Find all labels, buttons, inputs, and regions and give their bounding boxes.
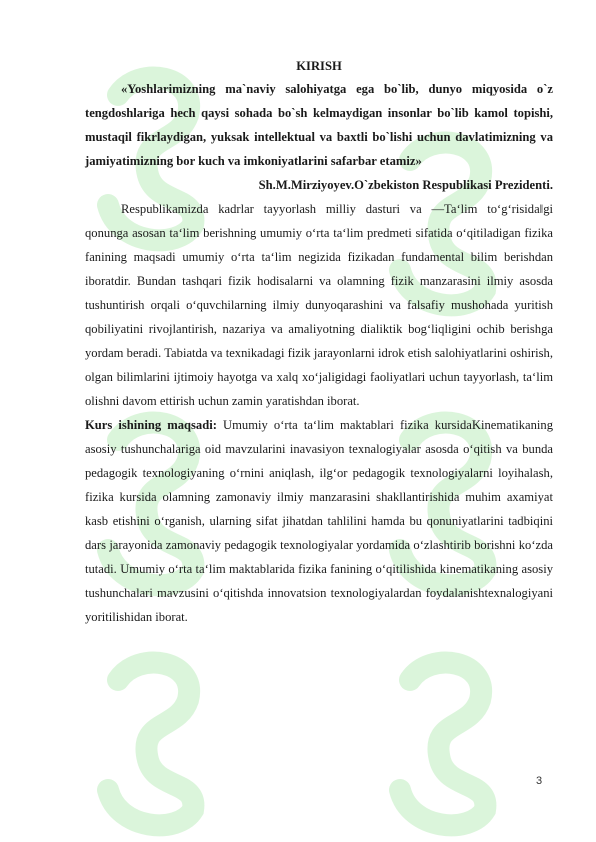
- course-goal-paragraph: [85, 413, 553, 629]
- section-heading: KIRISH: [296, 59, 342, 73]
- watermark-icon: [78, 640, 228, 840]
- course-goal-label: Kurs ishining maqsadi:: [85, 418, 217, 432]
- watermark-icon: [370, 640, 520, 840]
- document-body: [85, 55, 553, 629]
- epigraph-author: Sh.M.Mirziyoyev.O`zbekiston Respublikasi Prezidenti.: [258, 178, 553, 192]
- epigraph-quote: «Yoshlarimizning ma`naviy salohiyatga ega bo`lib, dunyo miqyosida o`z tengdoshlariga hech qaysi sohada bo`sh kelmaydigan insonlar bo`lib kamol topishi, mustaqil fikrlaydigan, yuksak intellektual va baxtli bo`lishi uchun davlatimizning va jamiyatimizning bor kuch va imkoniyatlarini safarbar etamiz»: [85, 82, 553, 168]
- page-number: 3: [536, 775, 543, 787]
- intro-paragraph: Respublikamizda kadrlar tayyorlash milliy dasturi va —Ta‘lim to‘g‘risida‖gi qonunga asosan ta‘lim berishning umumiy o‘rta ta‘lim predmeti sifatida o‘qitiladigan fizika fanining maqsadi umumiy o‘rta ta‘lim negizida fizikadan fundamental bilim berishdan iboratdir. Bundan tashqari fizik hodisalarni va olamning fizik manzarasini ilmiy asosda tushuntirish orqali o‘quvchilarning ilmiy dunyoqarashini va falsafiy mushohada yuritish qobiliyatini rivojlantirish, nazariya va amaliyotning dialiktik bog‘liqligini ochib berishga yordam beradi. Tabiatda va texnikadagi fizik jarayonlarni idrok etish salohiyatlarini oshirish, olgan bilimlarini ijtimoiy hayotga va xalq xo‘jaligidagi faoliyatlari uchun tayyorlash, ta‘lim olishni davom ettirish uchun zamin yaratishdan iborat.: [85, 202, 553, 408]
- course-goal-text: Umumiy o‘rta ta‘lim maktablari fizika kursidaKinematikaning asosiy tushunchalariga oid mavzularini inavasiyon texnalogiyalar asosda o‘qitish va bunda pedagogik texnologiyaning o‘rnini aniqlash, ilg‘or pedagogik texnologiyalarni loyihalash, fizika kursida olamning zamonaviy ilmiy manzarasini shakllantirishida muhim axamiyat kasb etishini o‘rganish, ularning sifat jihatdan tahlilini hamda bu qonuniyatlarini tadbiqini dars jarayonida zamonaviy pedagogik texnologiyalar yordamida o‘zlashtirib borishni ko‘zda tutadi. Umumiy o‘rta ta‘lim maktablarida fizika fanining o‘qitilishida kinematikaning asosiy tushunchalari mavzusini o‘qitishda innovatsion texnologiyalardan foydalanishtexnalogiyani yoritilishidan iborat.: [85, 418, 553, 624]
